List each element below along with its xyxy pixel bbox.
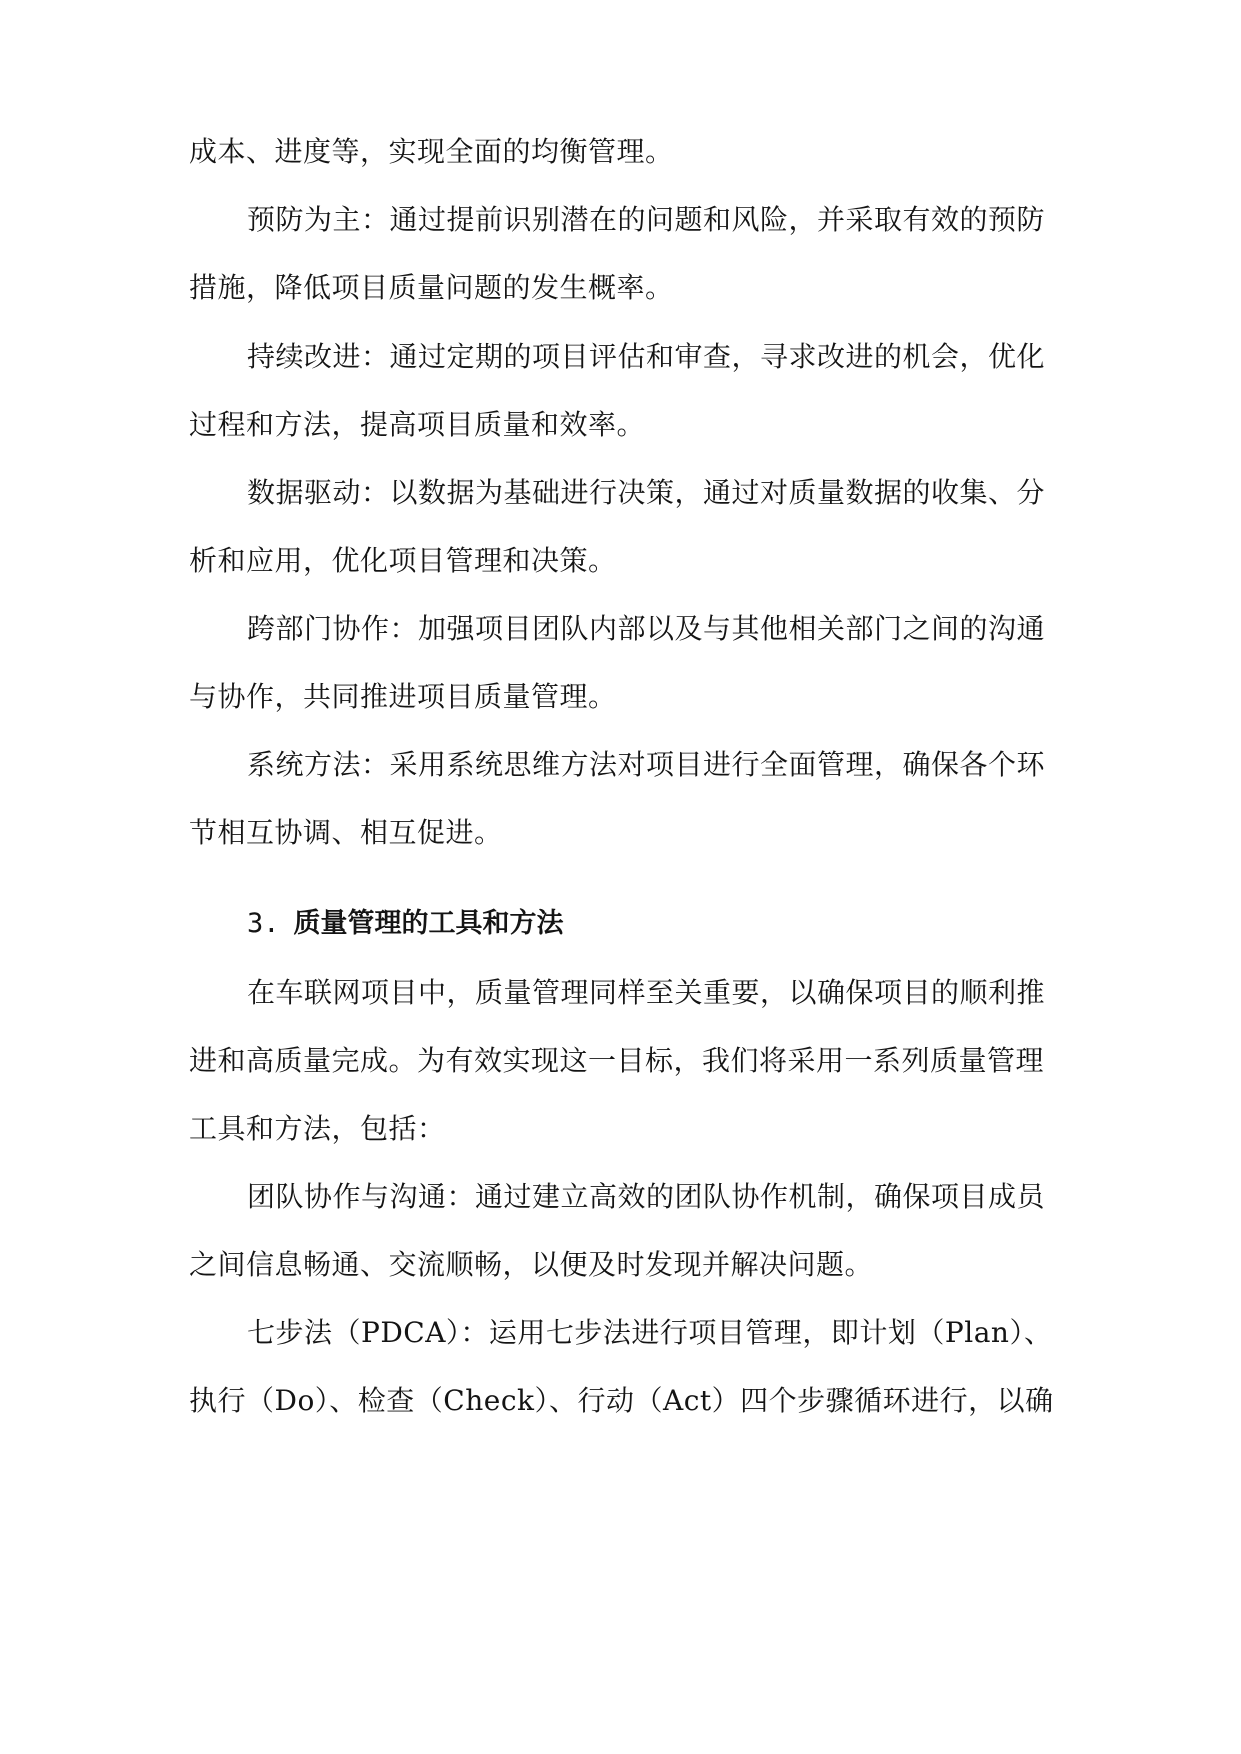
paragraph-line: 系统方法：采用系统思维方法对项目进行全面管理，确保各个环	[247, 748, 1046, 781]
section-heading	[247, 904, 1069, 944]
paragraph-line: 工具和方法，包括：	[189, 1112, 446, 1145]
paragraph-line: 节相互协调、相互促进。	[189, 816, 503, 849]
section-title: 质量管理的工具和方法	[293, 908, 564, 939]
paragraph-line: 与协作，共同推进项目质量管理。	[189, 680, 617, 713]
section-number: 3.	[247, 908, 280, 939]
paragraph-line: 在车联网项目中，质量管理同样至关重要，以确保项目的顺利推	[247, 976, 1046, 1009]
paragraph-line: 成本、进度等，实现全面的均衡管理。	[189, 135, 674, 168]
paragraph-line: 之间信息畅通、交流顺畅，以便及时发现并解决问题。	[189, 1248, 874, 1281]
paragraph-line: 跨部门协作：加强项目团队内部以及与其他相关部门之间的沟通	[247, 612, 1046, 645]
paragraph-line: 数据驱动：以数据为基础进行决策，通过对质量数据的收集、分	[247, 476, 1046, 509]
paragraph-line: 析和应用，优化项目管理和决策。	[189, 544, 617, 577]
paragraph-line: 持续改进：通过定期的项目评估和审查，寻求改进的机会，优化	[247, 340, 1046, 373]
paragraph-line: 措施，降低项目质量问题的发生概率。	[189, 271, 674, 304]
paragraph-line: 进和高质量完成。为有效实现这一目标，我们将采用一系列质量管理	[189, 1044, 1045, 1077]
paragraph-line: 执行（Do）、检查（Check）、行动（Act）四个步骤循环进行，以确	[189, 1384, 1054, 1417]
paragraph-line: 过程和方法，提高项目质量和效率。	[189, 408, 646, 441]
paragraph-line: 团队协作与沟通：通过建立高效的团队协作机制，确保项目成员	[247, 1180, 1046, 1213]
paragraph-line: 预防为主：通过提前识别潜在的问题和风险，并采取有效的预防	[247, 203, 1046, 236]
paragraph-line: 七步法（PDCA）：运用七步法进行项目管理，即计划（Plan）、	[247, 1316, 1053, 1349]
